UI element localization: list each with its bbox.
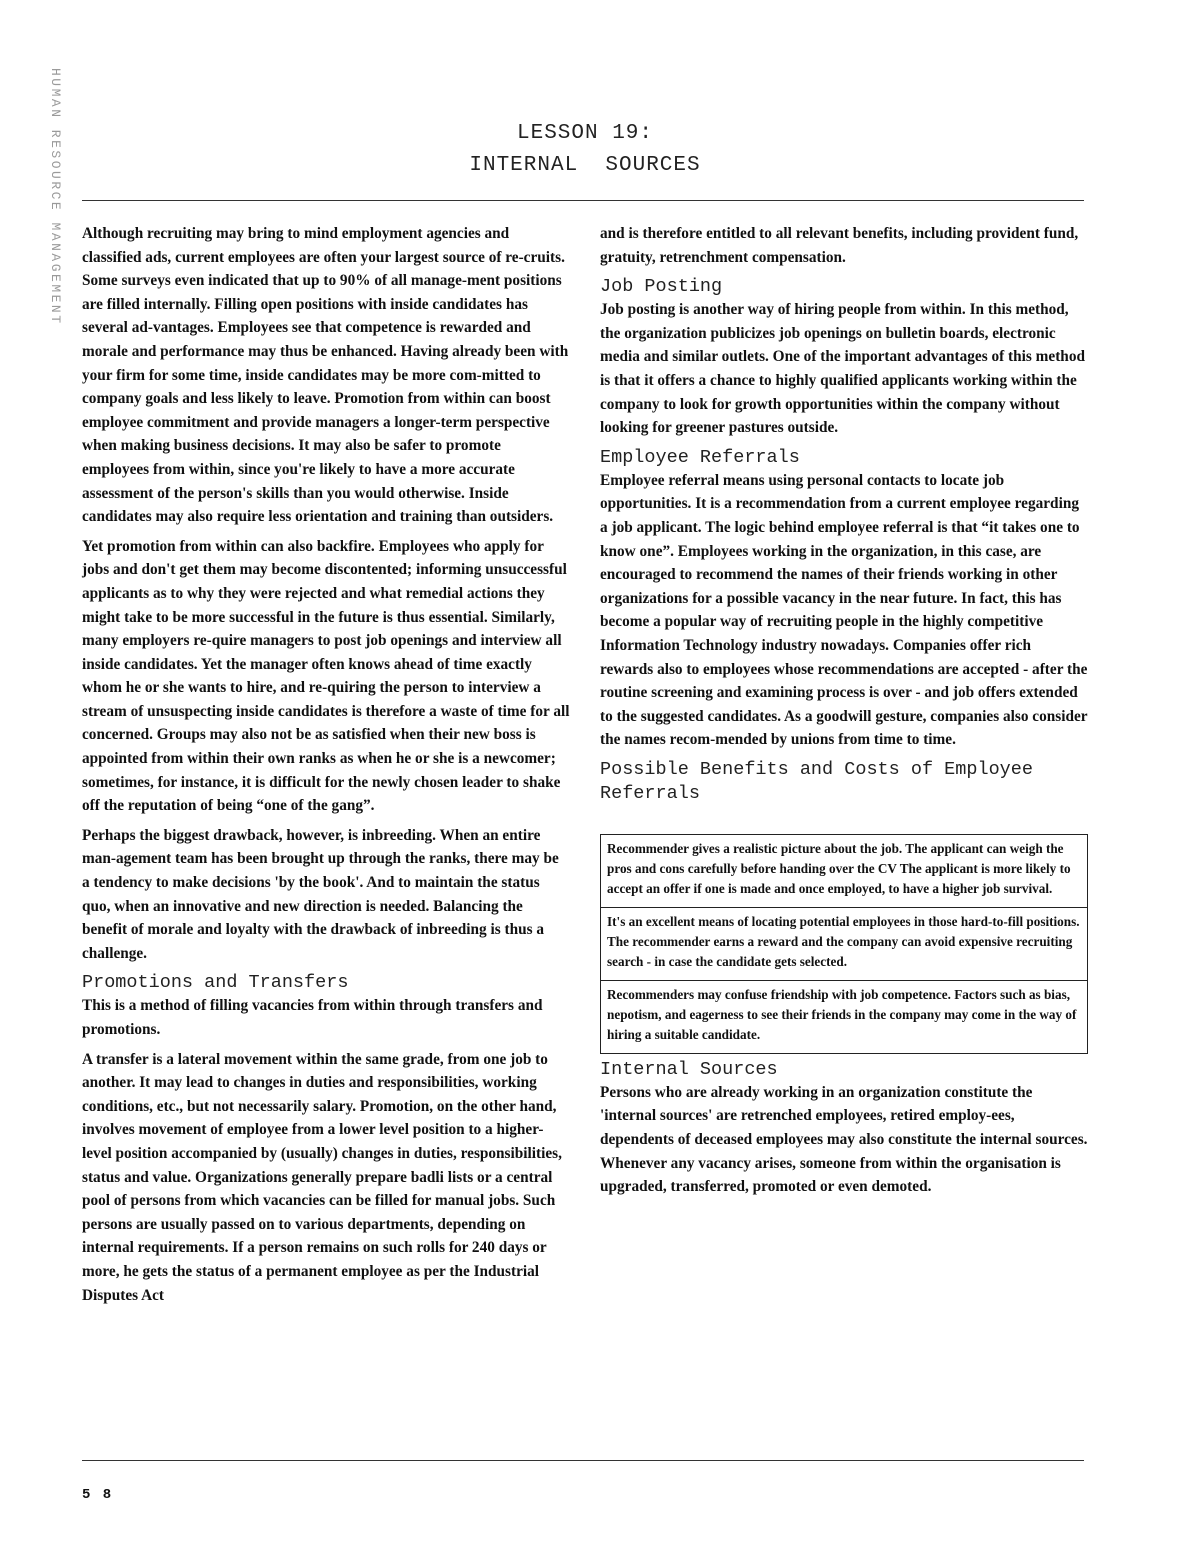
section-heading-internal-sources: Internal Sources xyxy=(600,1058,778,1080)
table-cell: It's an excellent means of locating potential employees in those hard-to-fill positions. The recommender earns a reward and the company can avoid expensive recruiting search - in case the candidate gets selected. xyxy=(601,907,1087,980)
paragraph: and is therefore entitled to all relevant benefits, including provident fund, gratuity, retrenchment compensation. xyxy=(600,225,1079,266)
benefits-costs-table xyxy=(600,834,1088,1054)
paragraph: Employee referral means using personal contacts to locate job opportunities. It is a recommendation from a current employee regarding a job applicant. The logic behind employee referral is that “it takes one to know one”. Employees working in the organization, in this case, are encouraged to recommend the names of their friends working in other organizations for a possible vacancy in the near future. In fact, this has become a popular way of recruiting people in the highly competitive Information Technology industry nowadays. Companies offer rich rewards also to employees whose recommendations are accepted - after the routine screening and examining process is over - and job offers extended to the suggested candidates. As a goodwill gesture, companies also consider the names recom-mended by unions from time to time. xyxy=(600,471,1088,749)
paragraph: Although recruiting may bring to mind employment agencies and classified ads, current employees are often your largest source of re-cruits. Some surveys even indicated that up to 90% of all manage-ment positions are filled internally. Filling open positions with inside candidates has several ad-vantages. Employees see that competence is rewarded and morale and performance may thus be enhanced. Having already been with your firm for some time, inside candidates may be more com-mitted to company goals and less likely to leave. Promotion from within can boost employee commitment and provide managers a longer-term perspective when making business decisions. It may also be safer to promote employees from within, since you're likely to have a more accurate assessment of the person's skills than you would otherwise. Inside candidates may also require less orientation and training than outsiders. xyxy=(82,225,569,526)
lesson-title xyxy=(0,118,1170,182)
left-column xyxy=(82,222,570,1313)
page-number: 5 8 xyxy=(82,1487,114,1503)
section-heading-employee-referrals: Employee Referrals xyxy=(600,446,800,468)
side-running-header: HUMAN RESOURCE MANAGEMENT xyxy=(48,68,63,326)
paragraph: Yet promotion from within can also backfire. Employees who apply for jobs and don't get them may become discontented; informing unsuccessful applicants as to why they were rejected and what remedial actions they might take to be more successful in the future is thus essential. Similarly, many employers re-quire managers to post job openings and interview all inside candidates. Yet the manager often knows ahead of time exactly whom he or she wants to hire, and re-quiring the person to interview a stream of unsuspecting inside candidates is therefore a waste of time for all concerned. Groups may also not be as satisfied when their new boss is appointed from within their own ranks as when he or she is a newcomer; sometimes, for instance, it is difficult for the newly chosen leader to shake off the reputation of being “one of the gang”. xyxy=(82,537,570,815)
paragraph: This is a method of filling vacancies from within through transfers and promotions. xyxy=(82,997,543,1038)
right-column xyxy=(600,222,1088,1205)
paragraph: Job posting is another way of hiring people from within. In this method, the organization publicizes job openings on bulletin boards, electronic media and similar outlets. One of the important advantages of this method is that it offers a chance to highly qualified applicants working within the company to look for growth opportunities within the company without looking for greener pastures outside. xyxy=(600,301,1085,437)
paragraph: Perhaps the biggest drawback, however, is inbreeding. When an entire man-agement team has been brought up through the ranks, there may be a tendency to make decisions 'by the book'. And to maintain the status quo, when an innovative and new direction is needed. Balancing the benefit of morale and loyalty with the drawback of inbreeding is thus a challenge. xyxy=(82,826,559,962)
section-heading-benefits-costs: Possible Benefits and Costs of Employee Referrals xyxy=(600,758,1033,804)
top-divider xyxy=(82,200,1084,201)
lesson-number: LESSON 19: xyxy=(516,122,654,145)
lesson-subject: INTERNAL SOURCES xyxy=(469,154,701,177)
paragraph: A transfer is a lateral movement within the same grade, from one job to another. It may lead to changes in duties and responsibilities, working conditions, etc., but not necessarily salary. Promotion, on the other hand, involves movement of employee from a lower level position to a higher-level position accompanied by (usually) changes in duties, responsibilities, status and value. Organizations generally prepare badli lists or a central pool of persons from which vacancies can be filled for manual jobs. Such persons are usually passed on to various departments, depending on internal requirements. If a person remains on such rolls for 240 days or more, he gets the status of a permanent employee as per the Industrial Disputes Act xyxy=(82,1050,562,1304)
section-heading-promotions: Promotions and Transfers xyxy=(82,972,349,994)
table-cell: Recommenders may confuse friendship with job competence. Factors such as bias, nepotism, and eagerness to see their friends in the company may come in the way of hiring a suitable candidate. xyxy=(601,980,1087,1053)
bottom-divider xyxy=(82,1460,1084,1461)
section-heading-job-posting: Job Posting xyxy=(600,276,723,298)
table-cell: Recommender gives a realistic picture about the job. The applicant can weigh the pros and cons carefully before handing over the CV The applicant is more likely to accept an offer if one is made and once employed, to have a higher job survival. xyxy=(607,840,1071,896)
paragraph: Persons who are already working in an organization constitute the 'internal sources' are retrenched employees, retired employ-ees, dependents of deceased employees may also constitute the internal sources. Whenever any vacancy arises, someone from within the organisation is upgraded, transferred, promoted or even demoted. xyxy=(600,1083,1088,1196)
